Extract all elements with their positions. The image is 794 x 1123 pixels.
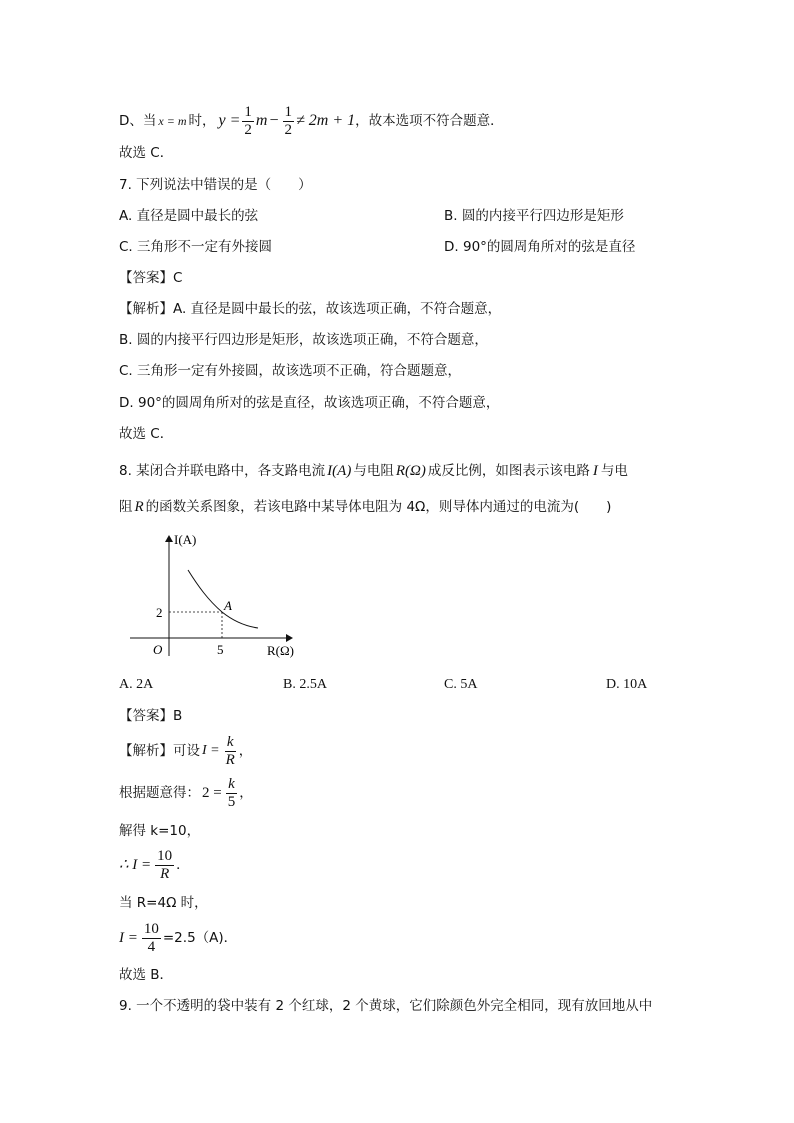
q8-analysis-intro: 【解析】可设 I = $\frac{k}{R}$ ，	[119, 733, 253, 768]
q8-step6: I = $\frac{10}{4}$ =2.5（A)．	[119, 920, 238, 955]
inverse-curve	[188, 570, 258, 628]
q6-d-suffix: ，故本选项不符合题意．	[355, 113, 504, 129]
q6-d-prefix: D、当	[119, 113, 157, 129]
q8-step5: 当 R=4Ω 时，	[119, 895, 208, 911]
q6-d-m: m	[255, 112, 268, 129]
q8-stem-line2: 阻 R 的函数关系图象，若该电路中某导体电阻为 4Ω，则导体内通过的电流为( )	[119, 499, 612, 515]
q7-option-c: C. 三角形不一定有外接圆	[119, 239, 273, 255]
y-tick-label: 2	[156, 605, 163, 620]
q8-step6-frac: $\frac{10}{4}$	[143, 920, 159, 955]
q8-step2-frac: $\frac{k}{5}$	[227, 775, 236, 810]
q6-d-minus: −	[269, 112, 279, 129]
q9-stem: 9. 一个不透明的袋中装有 2 个红球，2 个黄球，它们除颜色外完全相同，现有放回地从中	[119, 998, 653, 1014]
q8-step2: 根据题意得： 2 = $\frac{k}{5}$ ，	[119, 775, 253, 810]
point-a-label: A	[224, 598, 232, 613]
q8-option-c: C. 5A	[444, 677, 478, 692]
q7-analysis-3: C. 三角形一定有外接圆，故该选项不正确，符合题题意，	[119, 363, 462, 379]
q7-option-d: D. 90°的圆周角所对的弦是直径	[444, 239, 636, 255]
q8-step3: 解得 k=10，	[119, 823, 201, 839]
q8-option-a: A. 2A	[119, 677, 154, 692]
q7-conclusion: 故选 C．	[119, 426, 174, 442]
q6-d-frac2: $\frac{1}{2}$	[284, 103, 292, 138]
x-axis-label: R(Ω)	[267, 643, 294, 658]
q6-d-neq: ≠ 2m + 1	[296, 112, 356, 129]
q8-option-d: D. 10A	[606, 677, 648, 692]
origin-label: O	[153, 642, 163, 657]
q7-answer: 【答案】C	[119, 270, 183, 286]
q7-analysis-2: B. 圆的内接平行四边形是矩形，故该选项正确，不符合题意，	[119, 332, 488, 348]
q6-d-frac1: $\frac{1}{2}$	[244, 103, 252, 138]
q8-answer: 【答案】B	[119, 708, 183, 724]
q6-conclusion: 故选 C．	[119, 145, 174, 161]
q8-graph	[124, 528, 304, 662]
q7-option-a: A. 直径是圆中最长的弦	[119, 208, 259, 224]
q8-stem-line1: 8. 某闭合并联电路中，各支路电流 I(A) 与电阻 R(Ω) 成反比例，如图表示该电路 I 与电	[119, 463, 628, 479]
y-axis-label: I(A)	[174, 532, 197, 547]
q7-analysis-4: D. 90°的圆周角所对的弦是直径，故该选项正确，不符合题意，	[119, 395, 500, 411]
q6-d-shi: 时，	[188, 113, 216, 129]
q8-step1-frac: $\frac{k}{R}$	[225, 733, 235, 768]
q7-analysis-1: 【解析】A. 直径是圆中最长的弦，故该选项正确，不符合题意，	[119, 301, 502, 317]
q8-option-b: B. 2.5A	[283, 677, 327, 692]
q6-d-y: y =	[218, 112, 241, 129]
q8-conclusion: 故选 B．	[119, 967, 174, 983]
q8-step4: ∴ I = $\frac{10}{R}$ ．	[119, 847, 190, 882]
q8-step4-frac: $\frac{10}{R}$	[157, 847, 173, 882]
q7-option-b: B. 圆的内接平行四边形是矩形	[444, 208, 624, 224]
q6-d-cond: x = m	[158, 114, 187, 128]
x-tick-label: 5	[217, 642, 224, 657]
q6-option-d	[119, 104, 504, 138]
q7-stem: 7. 下列说法中错误的是（ ）	[119, 177, 312, 193]
